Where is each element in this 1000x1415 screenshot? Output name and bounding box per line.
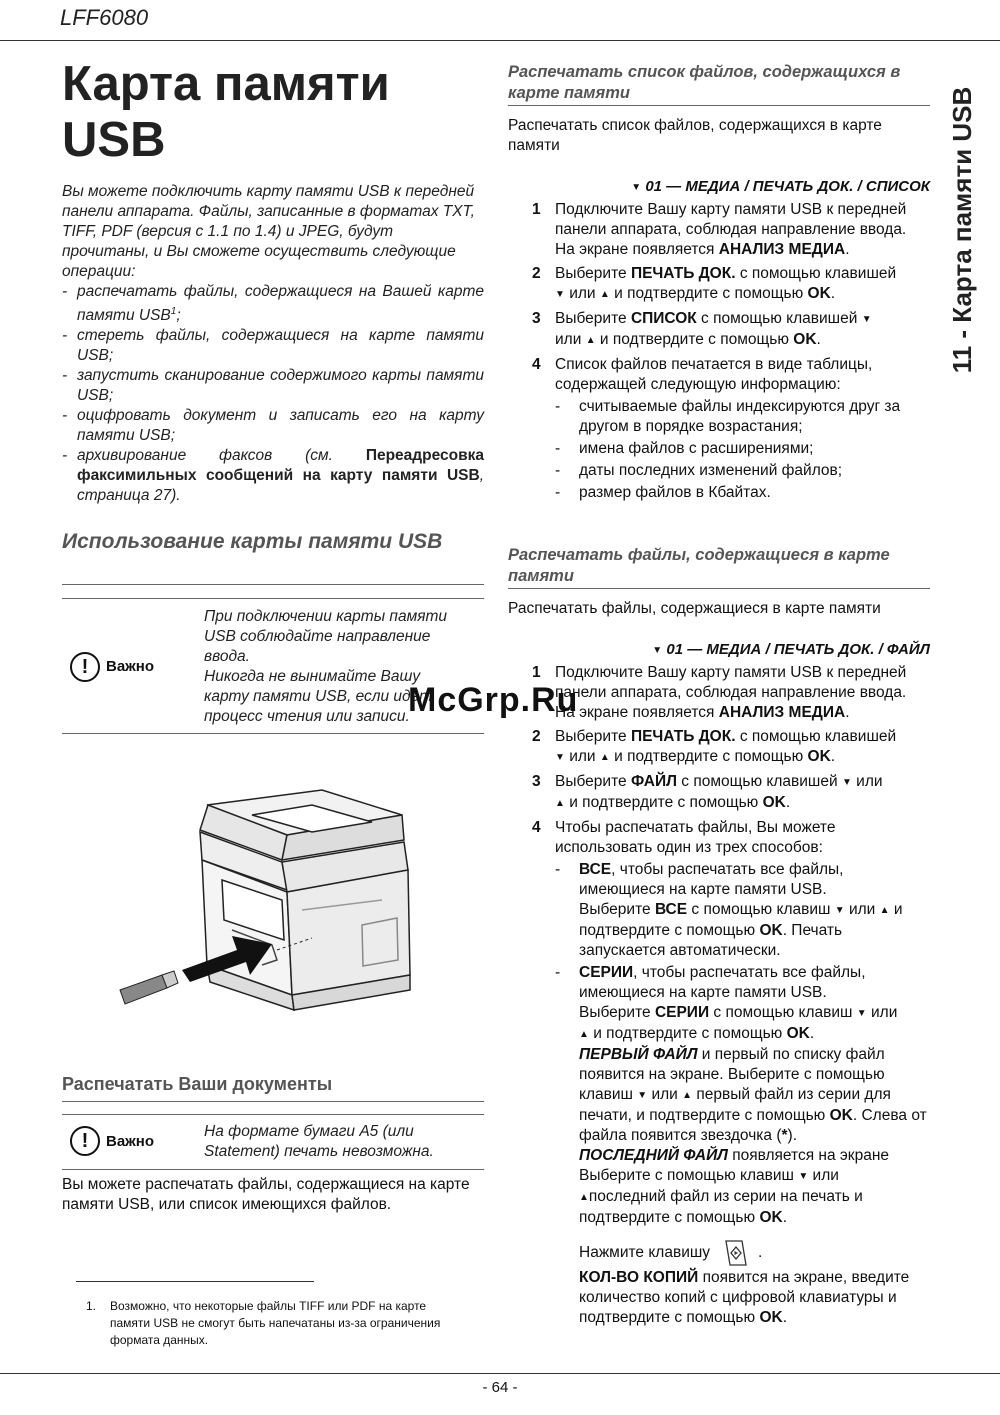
menu-path <box>508 640 930 661</box>
menu-path <box>508 177 930 198</box>
footnote <box>86 1298 456 1349</box>
ok-key: OK <box>759 922 783 939</box>
footnote-number: 1. <box>86 1299 97 1313</box>
step: 2 Выберите ПЕЧАТЬ ДОК. с помощью клавишей ▼ или ▲ и подтвердите с помощью OK. <box>508 727 930 768</box>
step-text: Выберите <box>555 310 631 327</box>
down-arrow-icon: ▼ <box>841 777 852 788</box>
screen-message: АНАЛИЗ МЕДИА <box>718 241 846 258</box>
item-text: ). <box>787 1127 798 1144</box>
down-arrow-icon: ▼ <box>856 1008 867 1019</box>
watermark: McGrp.Ru <box>408 681 579 719</box>
note-line-1: При подключении карты памяти USB соблюдайте направление ввода. <box>204 608 448 665</box>
step-number: 2 <box>532 265 541 282</box>
step: 1 Подключите Вашу карту памяти USB к передней панели аппарата, соблюдая направление ввода. На экране появляется АНАЛИЗ МЕДИА. <box>508 200 930 260</box>
item-text: и подтвердите с помощью <box>593 1025 787 1042</box>
list-item: - оцифровать документ и записать его на карту памяти USB; <box>62 407 484 445</box>
chapter-tab-text: 11 - Карта памяти USB <box>947 86 977 374</box>
step-text: с помощью клавишей <box>735 728 897 745</box>
list-item: - запустить сканирование содержимого карты памяти USB; <box>62 367 484 405</box>
footnote-text: Возможно, что некоторые файлы TIFF или PDF на карте памяти USB не смогут быть напечатаны из-за ограничения формата данных. <box>110 1299 441 1347</box>
important-label: Важно <box>106 658 155 675</box>
files-steps <box>508 663 930 1334</box>
item-text: Нажмите клавишу <box>579 1244 711 1261</box>
item-text: последний файл из серии на печать и подтвердите с помощью <box>579 1188 863 1226</box>
cross-reference-link[interactable]: Переадресовка факсимильных сообщений на карту памяти USB <box>77 447 484 485</box>
up-arrow-icon: ▲ <box>879 905 890 916</box>
option-name: СЕРИИ <box>579 964 634 981</box>
divider <box>62 598 484 599</box>
ok-key: OK <box>759 1209 783 1226</box>
footer-rule <box>0 1373 1000 1374</box>
intro-text <box>62 182 484 506</box>
divider <box>62 584 484 585</box>
up-arrow-icon: ▲ <box>579 1029 589 1040</box>
step-text: Подключите Вашу карту памяти USB к передней панели аппарата, соблюдая направление ввода. На экране появляется <box>555 664 907 721</box>
ok-key: OK <box>759 1309 783 1326</box>
down-arrow-icon: ▼ <box>637 1090 648 1101</box>
up-arrow-icon: ▲ <box>599 289 610 300</box>
ok-key: OK <box>829 1107 853 1124</box>
item-text: появится на экране, введите количество копий с цифровой клавиатуры и подтвердите с помощью <box>579 1269 910 1326</box>
down-arrow-icon: ▼ <box>652 645 663 656</box>
exclamation-icon: ! <box>70 652 100 682</box>
screen-message: ПЕРВЫЙ ФАЙЛ <box>579 1046 698 1063</box>
printer-illustration <box>112 760 422 1020</box>
menu-option: ПЕЧАТЬ ДОК. <box>630 265 736 282</box>
or-text: или <box>856 773 883 790</box>
start-key-icon <box>720 1238 750 1268</box>
screen-message: АНАЛИЗ МЕДИА <box>718 704 846 721</box>
page-title: Карта памяти USB <box>62 57 390 167</box>
step-text: и подтвердите с помощью <box>614 285 808 302</box>
item-text: считываемые файлы индексируются друг за другом в порядке возрастания; <box>579 398 901 435</box>
intro-bullet-5: архивирование факсов (см. <box>77 447 366 465</box>
step-text: Чтобы распечатать файлы, Вы можете использовать один из трех способов: <box>555 819 836 856</box>
or-text: или <box>651 1086 678 1103</box>
list-item: - имена файлов с расширениями; <box>555 439 930 459</box>
item-text: Выберите <box>579 901 655 918</box>
down-arrow-icon: ▼ <box>555 289 565 300</box>
section-title-list: Распечатать список файлов, содержащихся в карте памяти <box>508 63 901 102</box>
or-text: или <box>812 1167 839 1184</box>
up-arrow-icon: ▲ <box>579 1192 589 1203</box>
up-arrow-icon: ▲ <box>585 335 596 346</box>
step-text: с помощью клавишей <box>696 310 858 327</box>
star-symbol: * <box>781 1127 788 1144</box>
chapter-side-tab <box>940 55 984 405</box>
step-text: с помощью клавишей <box>677 773 838 790</box>
step: 2 Выберите ПЕЧАТЬ ДОК. с помощью клавишей ▼ или ▲ и подтвердите с помощью OK. <box>508 264 930 305</box>
footnote-rule <box>76 1281 314 1282</box>
intro-bullet-4: оцифровать документ и записать его на карту памяти USB; <box>77 407 484 445</box>
step-text: Выберите <box>555 728 631 745</box>
step-number: 3 <box>532 773 541 790</box>
menu-option: ПЕЧАТЬ ДОК. <box>630 728 736 745</box>
section-title-use: Использование карты памяти USB <box>62 530 443 553</box>
list-steps <box>508 200 930 509</box>
or-text: или <box>848 901 876 918</box>
divider <box>62 1169 484 1170</box>
up-arrow-icon: ▲ <box>682 1090 693 1101</box>
item-text: . Печать запускается автоматически. <box>579 922 843 959</box>
list-item: - даты последних изменений файлов; <box>555 461 930 481</box>
list-item: - архивирование факсов (см. Переадресовка факсимильных сообщений на карту памяти USB, страница 27). <box>62 447 484 505</box>
important-note <box>62 1114 484 1170</box>
screen-message: ПОСЛЕДНИЙ ФАЙЛ <box>579 1147 728 1164</box>
files-intro: Распечатать файлы, содержащиеся в карте памяти <box>508 600 881 617</box>
step-number: 4 <box>532 819 541 836</box>
step-text: Список файлов печатается в виде таблицы, содержащей следующую информацию: <box>555 356 873 393</box>
step-text: Подключите Вашу карту памяти USB к передней панели аппарата, соблюдая направление ввода. На экране появляется <box>555 201 907 258</box>
divider <box>62 733 484 734</box>
important-label: Важно <box>106 1133 155 1150</box>
ok-key: OK <box>793 331 817 348</box>
list-intro: Распечатать список файлов, содержащихся в карте памяти <box>508 117 882 154</box>
divider <box>508 588 930 589</box>
menu-option: СПИСОК <box>630 310 697 327</box>
down-arrow-icon: ▼ <box>798 1171 809 1182</box>
step: 3 Выберите ФАЙЛ с помощью клавишей ▼ или ▲ и подтвердите с помощью OK. <box>508 772 930 814</box>
list-item: - размер файлов в Кбайтах. <box>555 483 930 503</box>
menu-option: ФАЙЛ <box>630 773 677 790</box>
step: 1 Подключите Вашу карту памяти USB к передней панели аппарата, соблюдая направление ввода. На экране появляется АНАЛИЗ МЕДИА. <box>508 663 930 723</box>
note-text: На формате бумаги A5 (или Statement) печать невозможна. <box>204 1123 434 1160</box>
punct: ; <box>176 307 181 325</box>
press-key-line: Нажмите клавишу . <box>579 1238 930 1268</box>
item-text: размер файлов в Кбайтах. <box>579 484 771 501</box>
step: 3 Выберите СПИСОК с помощью клавишей ▼ или ▲ и подтвердите с помощью OK. <box>508 309 930 351</box>
item-text: , чтобы распечатать все файлы, имеющиеся на карте памяти USB. <box>579 861 844 898</box>
list-item: - СЕРИИ, чтобы распечатать все файлы, имеющиеся на карте памяти USB. Выберите СЕРИИ с помощью клавиш ▼ или ▲ и подтвердите с помощью OK. ПЕРВЫЙ ФАЙЛ и первый по списку файл появится на экране. Выберите с помощью клавиш ▼ или ▲ первый файл из серии для печати, и подтвердите с помощью OK. Слева от файла появится звездочка (*). ПОСЛЕДНИЙ ФАЙЛ появляется на экране Выберите с помощью клавиш ▼ или ▲последний файл из серии на печать и подтвердите с помощью OK. Нажмите клавишу . КОЛ-ВО КОПИЙ появится на экране, введите количество копий с цифровой клавиатуры и подтвердите с помощью OK. <box>555 963 930 1328</box>
intro-bullet-3: запустить сканирование содержимого карты памяти USB; <box>77 367 484 405</box>
list-item: - распечатать файлы, содержащиеся на Вашей карте памяти USB$^1$; <box>62 283 484 325</box>
or-text: или <box>569 285 596 302</box>
down-arrow-icon: ▼ <box>555 752 565 763</box>
exclamation-icon: ! <box>70 1126 100 1156</box>
item-text: первый файл из серии для печати, и подтвердите с помощью <box>579 1086 891 1124</box>
step <box>508 355 930 505</box>
step-number: 1 <box>532 664 541 681</box>
option-name: ВСЕ <box>654 901 688 918</box>
list-item: - стереть файлы, содержащиеся на карте памяти USB; <box>62 327 484 365</box>
print-body: Вы можете распечатать файлы, содержащиеся на карте памяти USB, или список имеющихся файлов. <box>62 1176 470 1213</box>
intro-lead: Вы можете подключить карту памяти USB к передней панели аппарата. Файлы, записанные в форматах TXT, TIFF, PDF (версия с 1.1 по 1.4) и JPEG, будут прочитаны, и Вы сможете осуществить следующие операции: <box>62 183 475 280</box>
step-text: Выберите <box>555 265 631 282</box>
down-arrow-icon: ▼ <box>631 182 642 193</box>
step-number: 1 <box>532 201 541 218</box>
item-text: Выберите <box>579 1004 655 1021</box>
or-text: или <box>569 748 596 765</box>
item-text: появляется на экране Выберите с помощью клавиш <box>579 1147 889 1184</box>
note-line-2: Никогда не вынимайте Вашу карту памяти USB, если идет процесс чтения или записи. <box>204 668 432 725</box>
item-text: . Слева от файла появится звездочка ( <box>579 1107 927 1144</box>
menu-path-text: 01 — МЕДИА / ПЕЧАТЬ ДОК. / СПИСОК <box>645 178 930 195</box>
item-text: имена файлов с расширениями; <box>579 440 814 457</box>
step-text: и подтвердите с помощью <box>599 331 794 348</box>
down-arrow-icon: ▼ <box>834 905 845 916</box>
item-text: с помощью клавиш <box>709 1004 853 1021</box>
option-name: СЕРИИ <box>654 1004 710 1021</box>
step-text: и подтвердите с помощью <box>569 794 763 811</box>
ok-key: OK <box>807 285 831 302</box>
footnote-ref: 1 <box>170 306 177 317</box>
step-number: 2 <box>532 728 541 745</box>
item-text: и первый по списку файл появится на экране. Выберите с помощью клавиш <box>579 1046 885 1103</box>
list-item: - ВСЕ, чтобы распечатать все файлы, имеющиеся на карте памяти USB. Выберите ВСЕ с помощью клавиш ▼ или ▲ и подтвердите с помощью OK. Печать запускается автоматически. <box>555 861 903 959</box>
section-title-files: Распечатать файлы, содержащиеся в карте памяти <box>508 546 890 585</box>
item-text: даты последних изменений файлов; <box>579 462 843 479</box>
screen-message: КОЛ-ВО КОПИЙ <box>579 1269 699 1286</box>
option-name: ВСЕ <box>579 861 612 878</box>
up-arrow-icon: ▲ <box>555 798 565 809</box>
menu-path-text: 01 — МЕДИА / ПЕЧАТЬ ДОК. / ФАЙЛ <box>666 641 930 658</box>
item-text: , чтобы распечатать все файлы, имеющиеся на карте памяти USB. <box>579 964 866 1001</box>
ok-key: OK <box>762 794 786 811</box>
step-text: Выберите <box>555 773 631 790</box>
model-name: LFF6080 <box>60 5 149 30</box>
step-text: с помощью клавишей <box>735 265 897 282</box>
divider <box>62 1114 484 1115</box>
usb-key-icon <box>120 971 178 1004</box>
ok-key: OK <box>807 748 831 765</box>
intro-bullet-1: распечатать файлы, содержащиеся на Вашей карте памяти USB <box>77 283 484 325</box>
intro-bullet-2: стереть файлы, содержащиеся на карте памяти USB; <box>77 327 484 365</box>
header-rule <box>0 40 1000 41</box>
divider <box>508 105 930 106</box>
step-number: 3 <box>532 310 541 327</box>
step-text: и подтвердите с помощью <box>614 748 808 765</box>
item-text: с помощью клавиш <box>687 901 831 918</box>
step-number: 4 <box>532 356 541 373</box>
page-ref: , страница 27). <box>77 467 484 505</box>
ok-key: OK <box>786 1025 810 1042</box>
or-text: или <box>555 331 582 348</box>
up-arrow-icon: ▲ <box>599 752 610 763</box>
section-title-print: Распечатать Ваши документы <box>62 1074 333 1094</box>
or-text: или <box>871 1004 898 1021</box>
down-arrow-icon: ▼ <box>861 314 872 325</box>
divider <box>62 1101 484 1102</box>
step <box>508 818 930 1330</box>
item-text: и подтвердите с помощью <box>579 901 903 939</box>
page-number: - 64 - <box>482 1379 518 1396</box>
list-item: - считываемые файлы индексируются друг за другом в порядке возрастания; <box>555 397 930 437</box>
